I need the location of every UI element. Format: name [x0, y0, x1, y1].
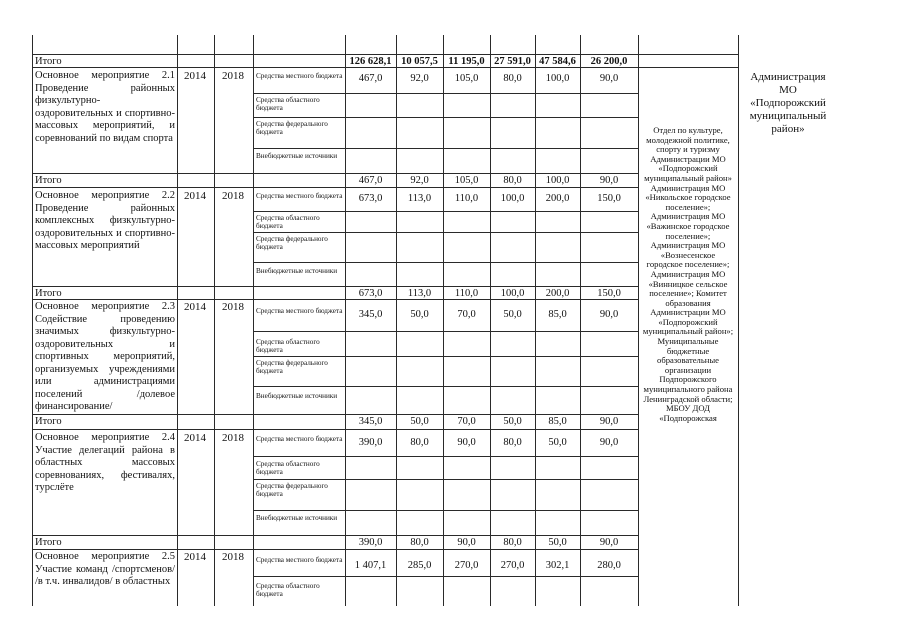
event-2-2-total-label: Итого: [35, 288, 62, 299]
event-2-1-total-label: Итого: [35, 175, 62, 186]
event-2-2-end: 2018: [222, 190, 244, 202]
grid-vline: [638, 35, 639, 606]
event-2-3-source-local: Средства местного бюджета: [256, 307, 343, 315]
event-1-local-col-3: 105,0: [454, 73, 479, 84]
event-1-local-col-4: 80,0: [503, 73, 522, 84]
event-2-total-col-4: 100,0: [500, 288, 525, 299]
executors-cell: Отдел по культуре, молодежной политике, спорту и туризму Администрации МО «Подпорожский муниципальный район» Администрация МО «Никольское городское поселение»; Администрация МО «Важинское городское поселение»; Администрация МО «Вознесенское городское поселение»; Администрация МО «Винницкое сельское поселение»; Комитет образования Администрации МО «Подпорожский муниципальный район»; Муниципальные бюджетные образовательные организации Подпорожского муниципального района Ленинградской области; МБОУ ДОД «Подпорожская: [642, 125, 734, 423]
event-2-4-name: Основное мероприятие 2.4 Участие делегаций района в областных массовых соревнованиях, фестивалях, турслёте: [35, 432, 175, 493]
event-2-3-source-federal: Средства федерального бюджета: [256, 359, 328, 376]
event-4-local-col-6: 90,0: [599, 437, 619, 448]
grid-vline: [535, 35, 536, 606]
grid-hline: [253, 117, 638, 118]
event-2-4-total-label: Итого: [35, 537, 62, 548]
event-2-5-start: 2014: [184, 551, 206, 563]
event-1-local-col-6: 90,0: [599, 73, 619, 84]
grid-hline: [253, 479, 638, 480]
grid-vline: [396, 35, 397, 606]
event-2-local-col-3: 110,0: [454, 193, 479, 204]
grid-hline: [32, 535, 638, 536]
event-1-local-col-5: 100,0: [545, 73, 570, 84]
event-2-1-end: 2018: [222, 70, 244, 82]
grid-hline: [253, 148, 638, 149]
event-2-4-start: 2014: [184, 432, 206, 444]
event-3-local-col-6: 90,0: [599, 309, 619, 320]
event-2-5-name: Основное мероприятие 2.5 Участие команд /спортсменов/ /в т.ч. инвалидов/ в областных: [35, 551, 175, 587]
grid-hline: [253, 262, 638, 263]
event-5-local-col-3: 270,0: [454, 560, 479, 571]
event-2-1-name: Основное мероприятие 2.1 Проведение районных физкультурно-оздоровительных и спортивно-массовых мероприятий, и соревнований по видам спорта: [35, 70, 175, 144]
event-3-total-col-1: 345,0: [358, 416, 383, 427]
grid-hline: [253, 93, 638, 94]
header-total-label: Итого: [35, 56, 62, 67]
event-2-total-col-6: 150,0: [597, 288, 621, 299]
event-2-4-source-federal: Средства федерального бюджета: [256, 482, 328, 499]
grid-hline: [32, 286, 638, 287]
event-2-2-source-local: Средства местного бюджета: [256, 192, 343, 200]
grid-hline: [32, 187, 638, 188]
event-2-local-col-1: 673,0: [358, 193, 383, 204]
event-2-3-total-label: Итого: [35, 416, 62, 427]
grid-vline: [490, 35, 491, 606]
event-2-total-col-5: 200,0: [545, 288, 570, 299]
event-2-3-source-offbudget: Внебюджетные источники: [256, 392, 338, 400]
event-2-total-col-1: 673,0: [358, 288, 383, 299]
event-1-total-col-2: 92,0: [410, 175, 429, 186]
grid-vline: [177, 35, 178, 606]
event-2-1-source-federal: Средства федерального бюджета: [256, 120, 328, 137]
event-2-2-source-offbudget: Внебюджетные источники: [256, 267, 338, 275]
event-5-local-col-1: 1 407,1: [354, 560, 387, 571]
event-3-total-col-4: 50,0: [503, 416, 522, 427]
header-total-col-1: 126 628,1: [349, 56, 392, 67]
event-1-total-col-4: 80,0: [503, 175, 522, 186]
grid-vline: [253, 35, 254, 606]
event-2-4-end: 2018: [222, 432, 244, 444]
event-2-2-source-regional: Средства областного бюджета: [256, 214, 320, 231]
header-total-col-2: 10 057,5: [401, 56, 438, 67]
grid-hline: [638, 54, 738, 55]
event-5-local-col-4: 270,0: [500, 560, 525, 571]
header-total-col-4: 27 591,0: [494, 56, 531, 67]
event-2-5-end: 2018: [222, 551, 244, 563]
event-4-local-col-1: 390,0: [358, 437, 383, 448]
event-1-total-col-5: 100,0: [545, 175, 570, 186]
event-2-1-source-regional: Средства областного бюджета: [256, 96, 320, 113]
grid-hline: [253, 211, 638, 212]
event-3-local-col-2: 50,0: [410, 309, 429, 320]
grid-hline: [32, 549, 638, 550]
header-total-col-5: 47 584,6: [539, 56, 576, 67]
grid-hline: [253, 576, 638, 577]
grid-hline: [32, 299, 638, 300]
event-2-5-source-local: Средства местного бюджета: [256, 556, 343, 564]
event-4-total-col-2: 80,0: [410, 537, 429, 548]
event-5-local-col-5: 302,1: [545, 560, 570, 571]
grid-vline: [443, 35, 444, 606]
event-2-3-end: 2018: [222, 301, 244, 313]
event-2-2-start: 2014: [184, 190, 206, 202]
event-3-total-col-3: 70,0: [457, 416, 476, 427]
event-3-total-col-6: 90,0: [599, 416, 619, 427]
grid-vline: [345, 35, 346, 606]
grid-hline: [253, 456, 638, 457]
grid-vline: [580, 35, 581, 606]
event-1-total-col-6: 90,0: [599, 175, 619, 186]
event-4-total-col-5: 50,0: [548, 537, 567, 548]
event-5-local-col-6: 280,0: [597, 560, 621, 571]
grid-vline: [32, 35, 33, 606]
event-2-1-source-local: Средства местного бюджета: [256, 72, 343, 80]
grid-hline: [32, 54, 638, 55]
event-2-total-col-2: 113,0: [407, 288, 432, 299]
grid-hline: [253, 232, 638, 233]
event-2-local-col-2: 113,0: [407, 193, 432, 204]
grid-hline: [253, 386, 638, 387]
grid-hline: [253, 510, 638, 511]
event-2-4-source-regional: Средства областного бюджета: [256, 460, 320, 477]
grid-hline: [32, 67, 638, 68]
event-4-total-col-3: 90,0: [457, 537, 476, 548]
event-3-local-col-5: 85,0: [548, 309, 567, 320]
event-2-1-source-offbudget: Внебюджетные источники: [256, 152, 338, 160]
event-2-3-name: Основное мероприятие 2.3 Содействие проведению значимых физкультурно-оздоровительных и спортивных мероприятий, организуемых учреждениями или администрациями поселений /долевое финансирование/: [35, 301, 175, 412]
event-4-local-col-4: 80,0: [503, 437, 522, 448]
header-total-col-6: 26 200,0: [590, 56, 628, 67]
event-3-total-col-2: 50,0: [410, 416, 429, 427]
administrator-cell: Администрация МО «Подпорожский муниципальный район»: [749, 71, 827, 135]
event-1-local-col-2: 92,0: [410, 73, 429, 84]
event-4-local-col-2: 80,0: [410, 437, 429, 448]
event-3-total-col-5: 85,0: [548, 416, 567, 427]
event-2-5-source-regional: Средства областного бюджета: [256, 582, 320, 599]
event-2-3-source-regional: Средства областного бюджета: [256, 338, 320, 355]
event-1-local-col-1: 467,0: [358, 73, 383, 84]
event-4-total-col-1: 390,0: [358, 537, 383, 548]
grid-hline: [32, 173, 638, 174]
event-1-total-col-3: 105,0: [454, 175, 479, 186]
event-3-local-col-1: 345,0: [358, 309, 383, 320]
event-2-2-name: Основное мероприятие 2.2 Проведение районных комплексных физкультурно-оздоровительных и спортивно-массовых мероприятий: [35, 190, 175, 251]
event-2-4-source-offbudget: Внебюджетные источники: [256, 514, 338, 522]
header-total-col-3: 11 195,0: [448, 56, 485, 67]
grid-hline: [32, 429, 638, 430]
grid-hline: [32, 414, 638, 415]
event-4-total-col-6: 90,0: [599, 537, 619, 548]
event-2-4-source-local: Средства местного бюджета: [256, 435, 343, 443]
event-1-total-col-1: 467,0: [358, 175, 383, 186]
event-4-local-col-3: 90,0: [457, 437, 476, 448]
event-2-2-source-federal: Средства федерального бюджета: [256, 235, 328, 252]
event-2-3-start: 2014: [184, 301, 206, 313]
event-2-total-col-3: 110,0: [454, 288, 479, 299]
grid-vline: [214, 35, 215, 606]
event-4-local-col-5: 50,0: [548, 437, 567, 448]
grid-hline: [638, 67, 738, 68]
event-3-local-col-4: 50,0: [503, 309, 522, 320]
event-5-local-col-2: 285,0: [407, 560, 432, 571]
event-4-total-col-4: 80,0: [503, 537, 522, 548]
event-2-local-col-4: 100,0: [500, 193, 525, 204]
event-3-local-col-3: 70,0: [457, 309, 476, 320]
grid-hline: [253, 331, 638, 332]
event-2-local-col-6: 150,0: [597, 193, 621, 204]
grid-hline: [253, 356, 638, 357]
event-2-local-col-5: 200,0: [545, 193, 570, 204]
grid-vline: [738, 35, 739, 606]
event-2-1-start: 2014: [184, 70, 206, 82]
